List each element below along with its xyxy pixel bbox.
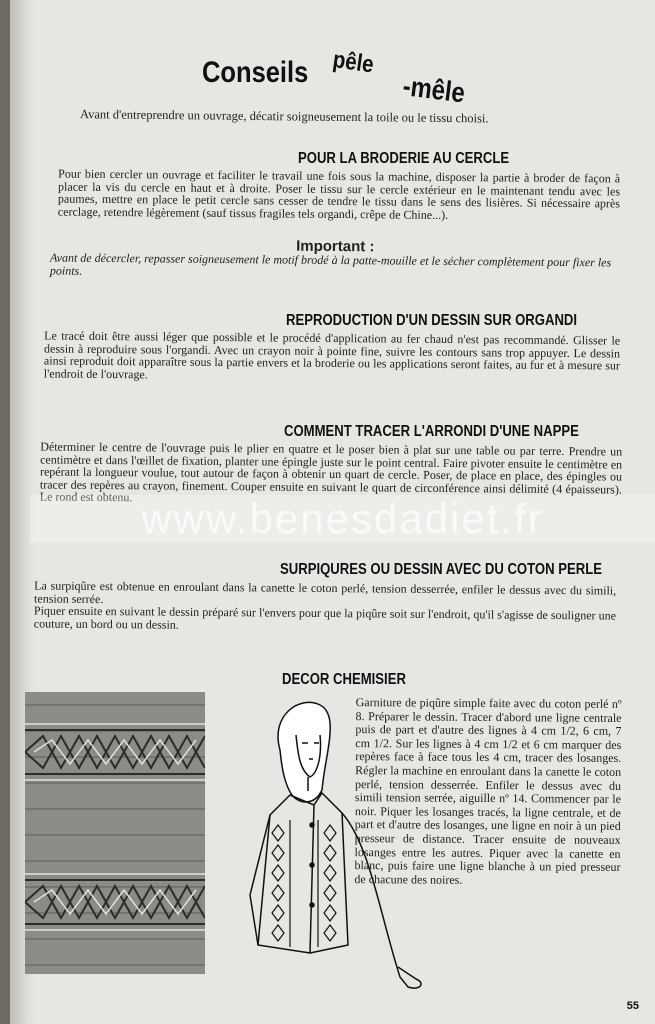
- page-number: 55: [626, 1000, 639, 1012]
- paragraph: Pour bien cercler un ouvrage et faciliter le travail une fois sous la machine, disposer la partie à broder de façon à placer la vis du cercle en haut et à droite. Poser le tissu sur le cercle extérieur en le maintenant tendu avec les paumes, mettre en place le petit cercle sans cesser de tendre le tissu dans le sens des lisières. Si nécessaire après cerclage, retendre légèrement (sauf tissus fragiles tels organdi, crêpe de Chine...).: [57, 166, 621, 222]
- important-text: Avant de décercler, repasser soigneusement le motif brodé à la patte-mouille et le sécher complètement pour fixer les points.: [49, 250, 612, 278]
- title-word-conseils: Conseils: [202, 56, 309, 89]
- paragraph: Le tracé doit être aussi léger que possible et le procédé d'application au fer chaud n'est pas recommandé. Glisser le dessin à reproduire sous l'organdi. Avec un crayon noir à pointe fine, suivre les contours sans trop appuyer. Le dessin ainsi reproduit doit apparaître sous la partie envers et la broderie ou les applications seront faites, au fur et à mesure sur l'endroit de l'ouvrage.: [43, 328, 621, 381]
- embroidery-sample-photo: [25, 692, 205, 974]
- paragraph: La surpiqûre est obtenue en enroulant dans la canette le coton perlé, tension desserrée, enfiler le dessus avec du simili, tension serrée.: [34, 578, 617, 606]
- intro-text: Avant d'entreprendre un ouvrage, décatir soigneusement la toile ou le tissu choisi.: [79, 107, 489, 126]
- paragraph: Piquer ensuite en suivant le dessin préparé sur l'envers pour que la piqûre soit sur l'endroit, qu'il s'agisse de souligner une couture, un bord ou un dessin.: [33, 603, 616, 632]
- heading-arrondi-nappe: COMMENT TRACER L'ARRONDI D'UNE NAPPE: [284, 423, 579, 440]
- heading-reproduction-organdi: REPRODUCTION D'UN DESSIN SUR ORGANDI: [286, 312, 578, 329]
- text-reproduction-organdi: [44, 329, 620, 384]
- paragraph: Garniture de piqûre simple faite avec du coton perlé nº 8. Préparer le dessin. Tracer d'abord une ligne centrale puis de part et d'autre des lignes à 4 cm 1/2, 6 cm, 7 cm 1/2. Sur les lignes à 4 cm 1/2 et 6 cm marquer des repères face à face tous les 4 cm, tracer des losanges. Régler la machine en enroulant dans la canette le coton perlé, tension desserrée. Enfiler le dessus avec du simili tension serrée, aiguille nº 14. Commencer par le noir. Piquer les losanges tracés, la ligne centrale, et de part et d'autre des losanges, une ligne en noir à un pied presseur de distance. Tracer ensuite de nouveaux losanges entre les autres. Piquer avec la canette en blanc, puis faire une ligne blanche à un pied presseur de chacune des noires.: [354, 695, 622, 887]
- paragraph: Déterminer le centre de l'ouvrage puis le plier en quatre et le poser bien à plat sur une table ou par terre. Prendre un centimètre et dans l'œillet de fixation, planter une épingle juste sur le point central. Faire pivoter ensuite le centimètre en repérant la longueur voulue, tout autour de façon à obtenir un quart de cercle. Poser, de place en place, des épingles ou tracer des repères au crayon, finement. Couper ensuite en suivant le quart de circonférence ainsi délimité (4 épaisseurs). Le rond est obtenu.: [39, 439, 623, 505]
- magazine-page: [10, 0, 655, 1024]
- heading-surpiqures: SURPIQURES OU DESSIN AVEC DU COTON PERLE: [280, 561, 602, 578]
- text-surpiqures: [34, 579, 616, 634]
- watermark: www.benesdadiet.fr: [30, 495, 655, 543]
- title-word-mele: -mêle: [401, 70, 467, 109]
- page-title: [10, 44, 655, 109]
- heading-decor-chemisier: DECOR CHEMISIER: [282, 671, 406, 688]
- title-word-pele: pêle: [331, 46, 376, 79]
- important-label: Important :: [296, 237, 375, 256]
- text-decor-chemisier: [354, 696, 621, 888]
- heading-broderie-cercle: POUR LA BRODERIE AU CERCLE: [298, 150, 510, 167]
- important-note: [50, 238, 620, 283]
- text-broderie-cercle: [58, 168, 620, 223]
